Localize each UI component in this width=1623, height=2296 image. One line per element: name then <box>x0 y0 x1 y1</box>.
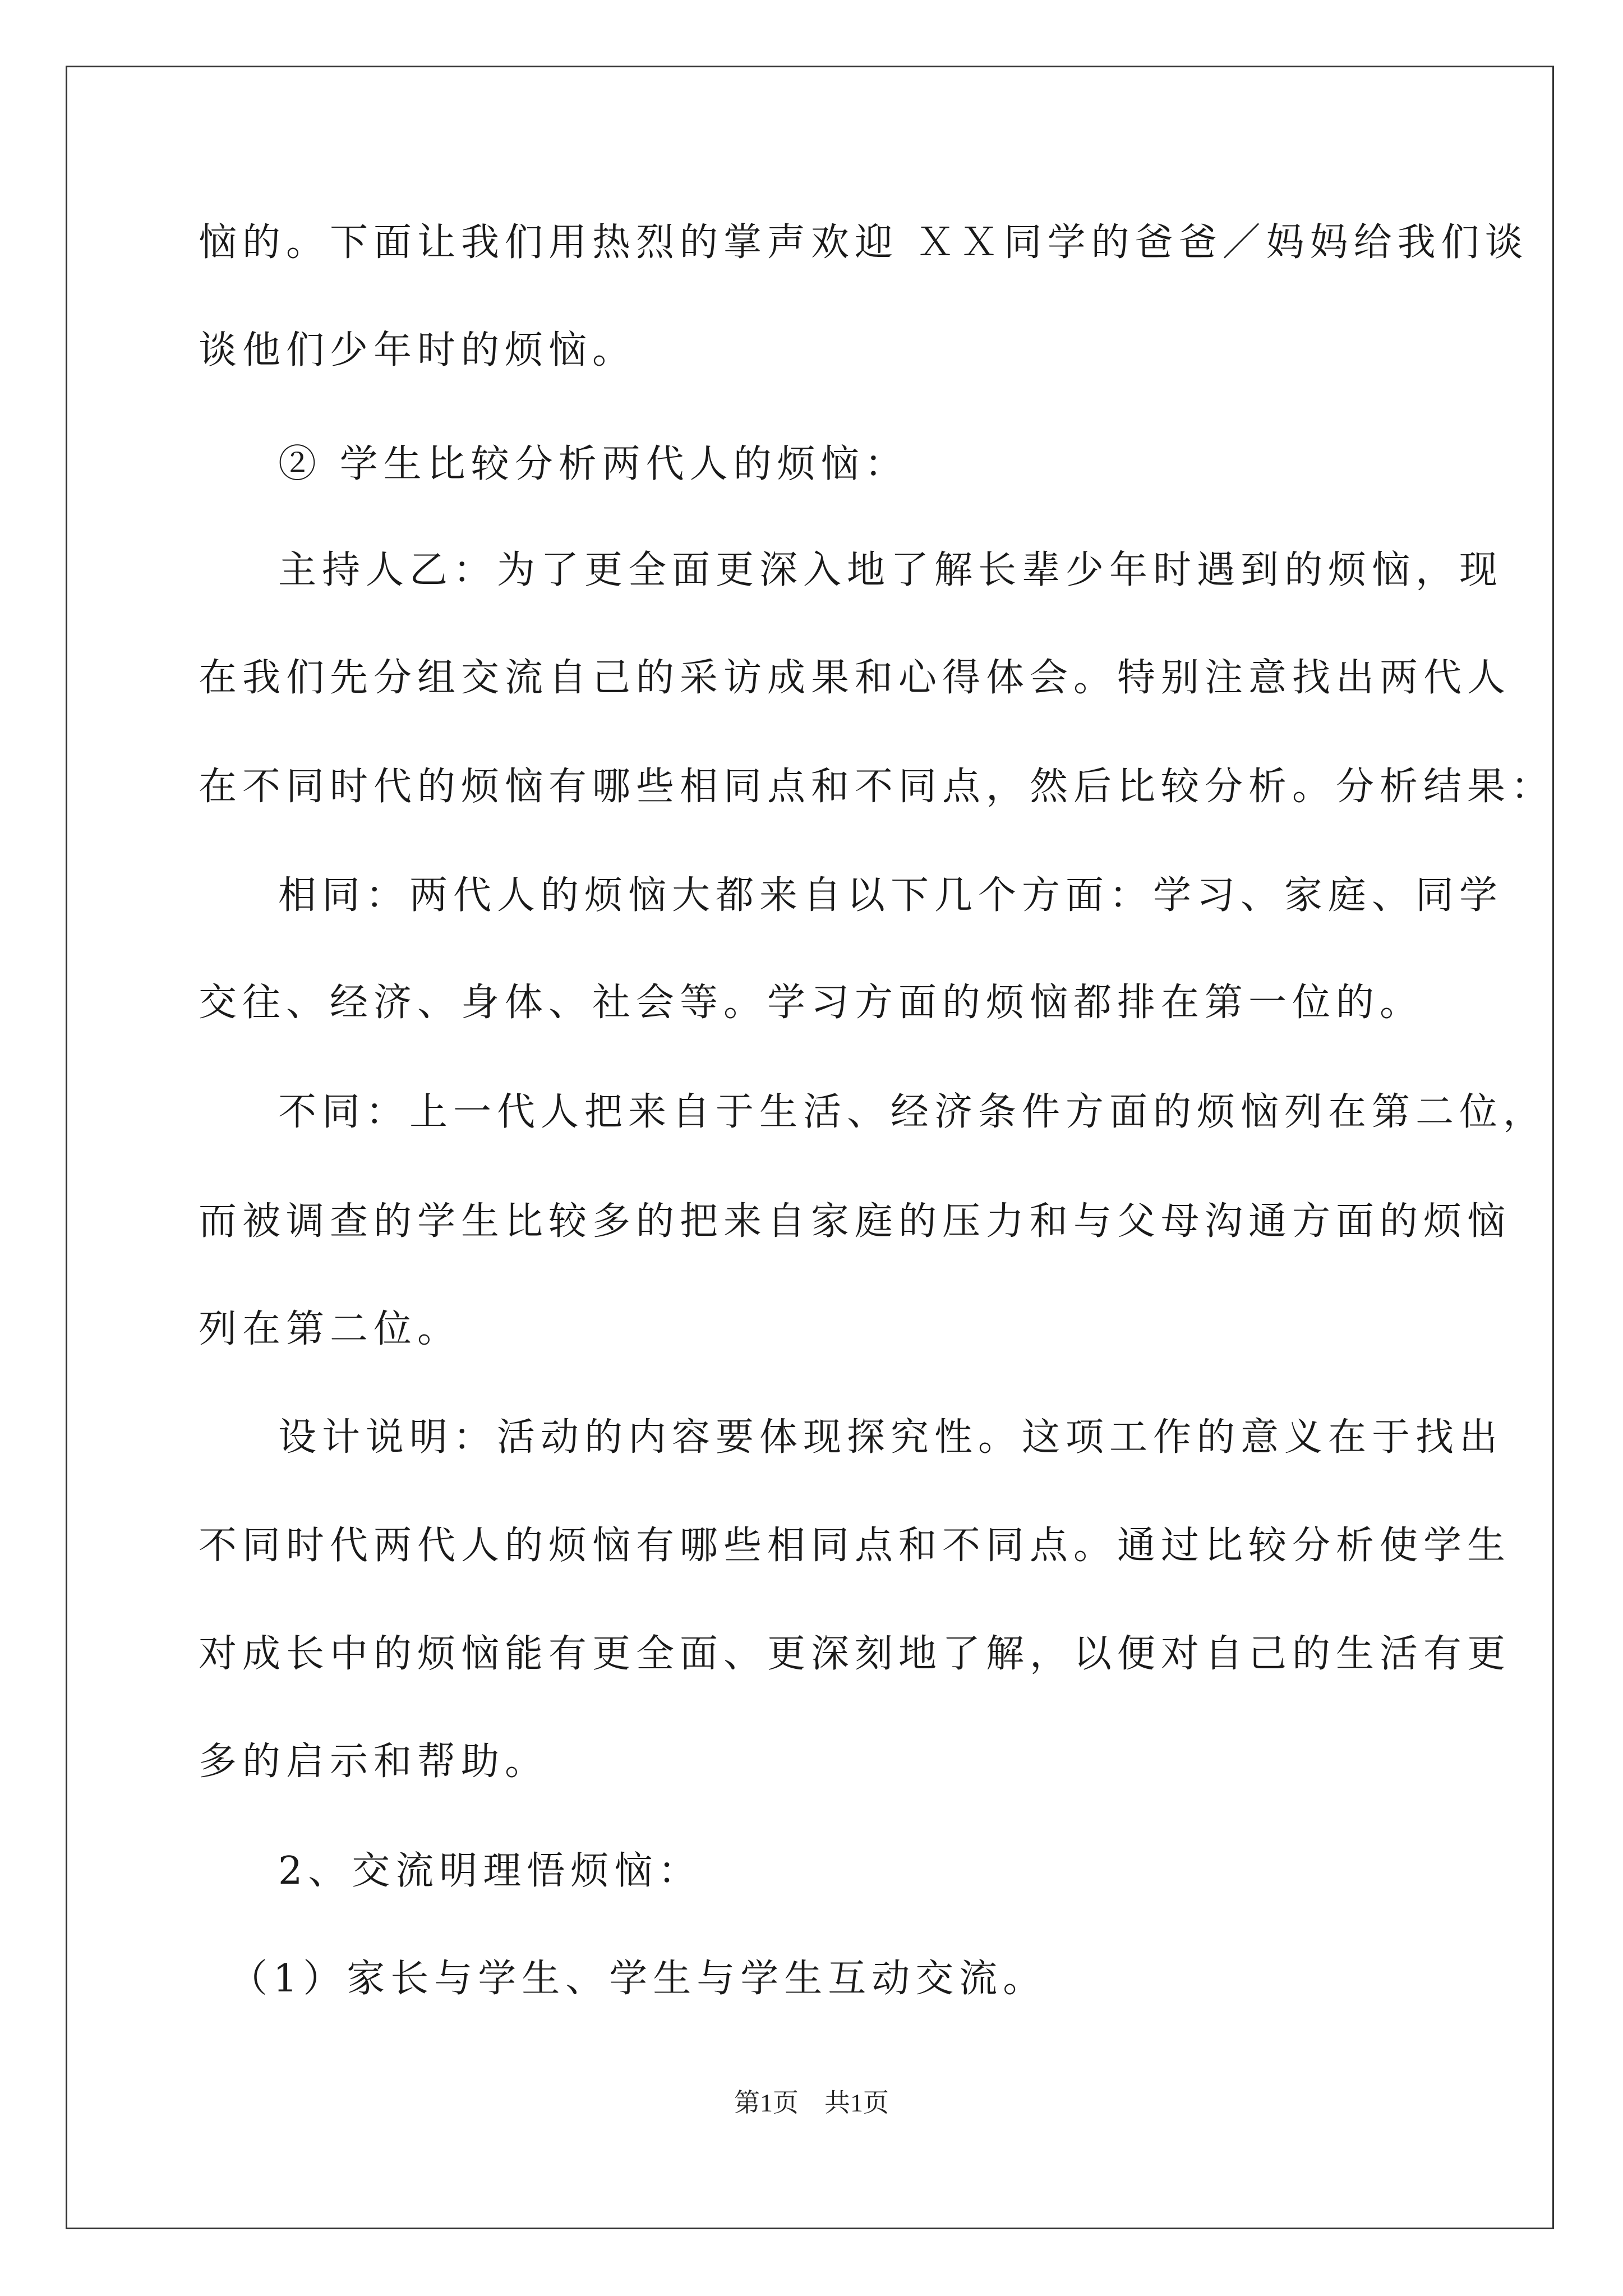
page-number: 第1页 共1页 <box>734 2088 889 2117</box>
text-line: 交往、经济、身体、社会等。学习方面的烦恼都排在第一位的。 <box>199 981 1424 1025</box>
text-line: 而被调查的学生比较多的把来自家庭的压力和与父母沟通方面的烦恼 <box>199 1199 1511 1244</box>
subheading: ② 学生比较分析两代人的烦恼： <box>278 442 909 486</box>
text-line: 相同：两代人的烦恼大都来自以下几个方面：学习、家庭、同学 <box>278 873 1504 918</box>
list-item: （1）家长与学生、学生与学生互动交流。 <box>229 1957 1047 2001</box>
text-line: 在不同时代的烦恼有哪些相同点和不同点，然后比较分析。分析结果： <box>199 765 1555 809</box>
text-line: 设计说明：活动的内容要体现探究性。这项工作的意义在于找出 <box>278 1415 1504 1460</box>
text-line: 谈他们少年时的烦恼。 <box>199 328 637 372</box>
text-line: 不同时代两代人的烦恼有哪些相同点和不同点。通过比较分析使学生 <box>199 1524 1511 1568</box>
text-line: 对成长中的烦恼能有更全面、更深刻地了解，以便对自己的生活有更 <box>199 1632 1511 1676</box>
text-line: 不同：上一代人把来自于生活、经济条件方面的烦恼列在第二位， <box>278 1090 1547 1134</box>
text-line: 恼的。下面让我们用热烈的掌声欢迎 ＸＸ同学的爸爸／妈妈给我们谈 <box>199 220 1529 265</box>
text-line: 多的启示和帮助。 <box>199 1740 549 1784</box>
section-heading: 2、交流明理悟烦恼： <box>278 1849 702 1893</box>
text-line: 主持人乙：为了更全面更深入地了解长辈少年时遇到的烦恼，现 <box>278 548 1504 592</box>
text-line: 在我们先分组交流自己的采访成果和心得体会。特别注意找出两代人 <box>199 656 1511 700</box>
page-border <box>66 66 1554 2229</box>
text-line: 列在第二位。 <box>199 1307 462 1351</box>
